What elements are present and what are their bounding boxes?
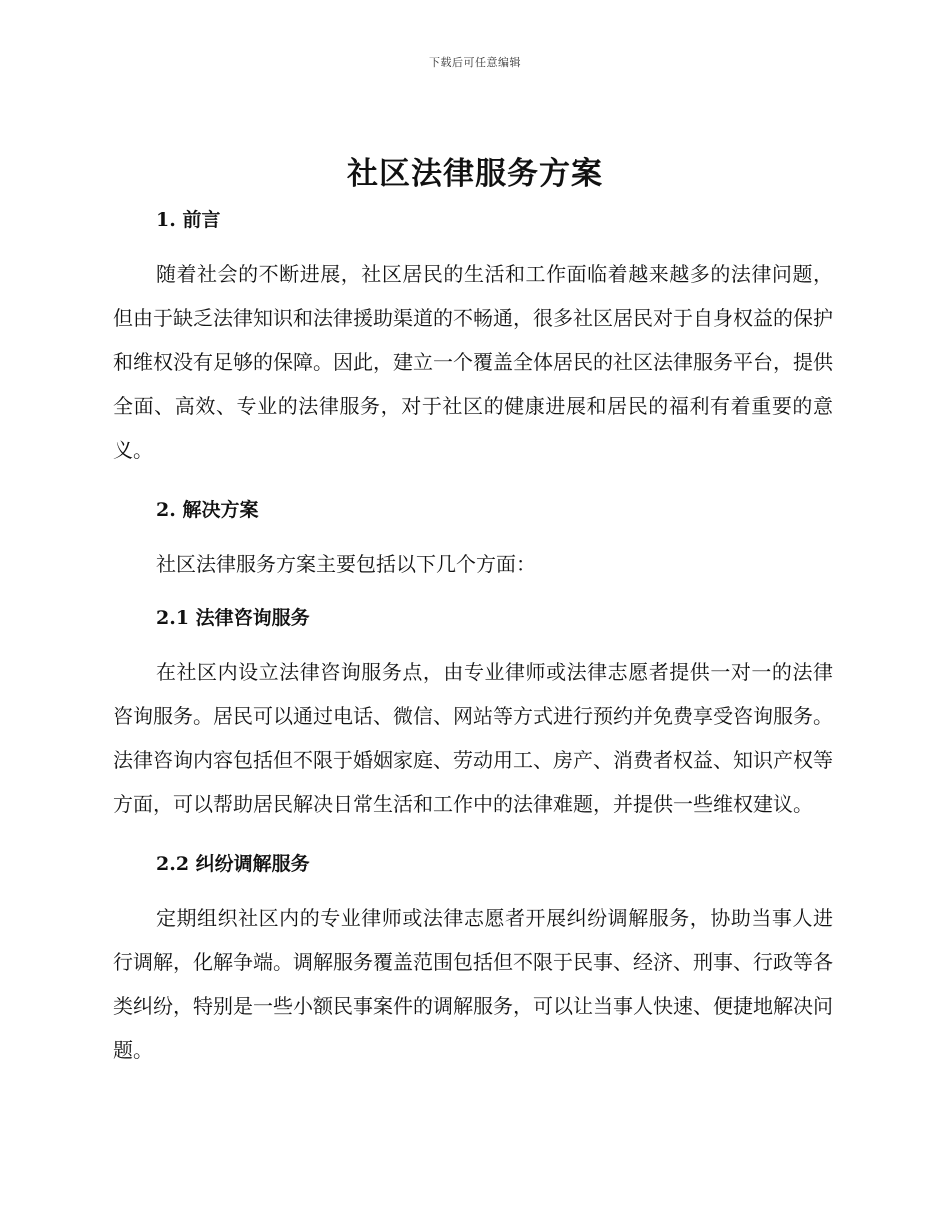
page-header: 下载后可任意编辑 xyxy=(429,56,521,69)
section-heading-preface: 1. 前言 xyxy=(156,209,221,231)
section-paragraph-legal-consultation: 在社区内设立法律咨询服务点，由专业律师或法律志愿者提供一对一的法律咨询服务。居民可以通过电话、微信、网站等方式进行预约并免费享受咨询服务。法律咨询内容包括但不限于婚姻家庭、劳动用工、房产、消费者权益、知识产权等方面，可以帮助居民解决日常生活和工作中的法律难题，并提供一些维权建议。 xyxy=(113,660,833,816)
section-paragraph-solution: 社区法律服务方案主要包括以下几个方面： xyxy=(156,552,536,576)
section-paragraph-dispute-mediation: 定期组织社区内的专业律师或法律志愿者开展纠纷调解服务，协助当事人进行调解，化解争端。调解服务覆盖范围包括但不限于民事、经济、刑事、行政等各类纠纷，特别是一些小额民事案件的调解服务，可以让当事人快速、便捷地解决问题。 xyxy=(113,906,833,1062)
section-heading-legal-consultation: 2.1 法律咨询服务 xyxy=(156,607,310,629)
section-heading-dispute-mediation: 2.2 纠纷调解服务 xyxy=(156,853,310,875)
document-title: 社区法律服务方案 xyxy=(347,156,603,192)
document-body xyxy=(113,200,833,1072)
section-paragraph-preface: 随着社会的不断进展，社区居民的生活和工作面临着越来越多的法律问题，但由于缺乏法律知识和法律援助渠道的不畅通，很多社区居民对于自身权益的保护和维权没有足够的保障。因此，建立一个覆盖全体居民的社区法律服务平台，提供全面、高效、专业的法律服务，对于社区的健康进展和居民的福利有着重要的意义。 xyxy=(113,262,833,462)
section-heading-solution: 2. 解决方案 xyxy=(156,499,259,521)
